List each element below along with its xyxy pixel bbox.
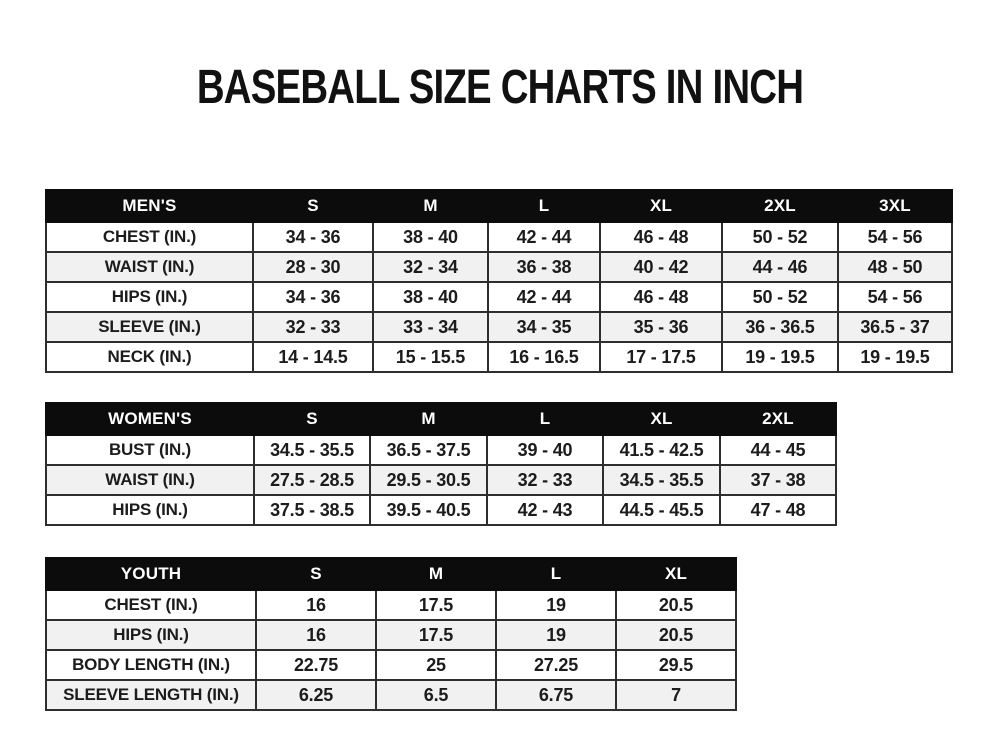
size-value-cell: 15 - 15.5 [373, 342, 488, 372]
table-row [46, 342, 952, 372]
row-label-cell: CHEST (IN.) [46, 222, 253, 252]
size-value-cell: 37.5 - 38.5 [254, 495, 370, 525]
table-row [46, 282, 952, 312]
size-value-cell: 6.25 [256, 680, 376, 710]
column-header-cell: M [370, 403, 487, 435]
size-value-cell: 14 - 14.5 [253, 342, 373, 372]
size-value-cell: 39 - 40 [487, 435, 603, 465]
size-value-cell: 41.5 - 42.5 [603, 435, 720, 465]
size-value-cell: 16 [256, 620, 376, 650]
size-value-cell: 16 - 16.5 [488, 342, 600, 372]
size-value-cell: 29.5 [616, 650, 736, 680]
table-row [46, 495, 836, 525]
size-value-cell: 36 - 36.5 [722, 312, 838, 342]
size-value-cell: 36.5 - 37.5 [370, 435, 487, 465]
column-header-cell: S [253, 190, 373, 222]
table-row [46, 680, 736, 710]
size-value-cell: 25 [376, 650, 496, 680]
column-header-cell: XL [616, 558, 736, 590]
size-value-cell: 38 - 40 [373, 222, 488, 252]
table-title-cell: MEN'S [46, 190, 253, 222]
size-value-cell: 19 [496, 620, 616, 650]
size-value-cell: 22.75 [256, 650, 376, 680]
row-label-cell: SLEEVE (IN.) [46, 312, 253, 342]
size-value-cell: 32 - 33 [253, 312, 373, 342]
size-value-cell: 44 - 46 [722, 252, 838, 282]
column-header-cell: XL [600, 190, 722, 222]
column-header-cell: L [487, 403, 603, 435]
table-row [46, 620, 736, 650]
size-value-cell: 17.5 [376, 590, 496, 620]
row-label-cell: BODY LENGTH (IN.) [46, 650, 256, 680]
row-label-cell: HIPS (IN.) [46, 282, 253, 312]
column-header-cell: M [373, 190, 488, 222]
size-value-cell: 32 - 34 [373, 252, 488, 282]
row-label-cell: BUST (IN.) [46, 435, 254, 465]
size-value-cell: 38 - 40 [373, 282, 488, 312]
size-value-cell: 17.5 [376, 620, 496, 650]
size-value-cell: 42 - 44 [488, 282, 600, 312]
row-label-cell: HIPS (IN.) [46, 620, 256, 650]
table-row [46, 222, 952, 252]
size-value-cell: 17 - 17.5 [600, 342, 722, 372]
mens-size-table [45, 189, 953, 373]
table-row [46, 312, 952, 342]
row-label-cell: NECK (IN.) [46, 342, 253, 372]
size-value-cell: 16 [256, 590, 376, 620]
column-header-cell: 3XL [838, 190, 952, 222]
size-value-cell: 37 - 38 [720, 465, 836, 495]
size-value-cell: 20.5 [616, 620, 736, 650]
header-row [46, 190, 952, 222]
size-value-cell: 44 - 45 [720, 435, 836, 465]
table-row [46, 435, 836, 465]
size-value-cell: 36 - 38 [488, 252, 600, 282]
size-value-cell: 19 - 19.5 [722, 342, 838, 372]
size-value-cell: 6.75 [496, 680, 616, 710]
column-header-cell: XL [603, 403, 720, 435]
size-value-cell: 28 - 30 [253, 252, 373, 282]
size-value-cell: 33 - 34 [373, 312, 488, 342]
column-header-cell: L [496, 558, 616, 590]
column-header-cell: S [254, 403, 370, 435]
size-value-cell: 54 - 56 [838, 222, 952, 252]
row-label-cell: CHEST (IN.) [46, 590, 256, 620]
size-value-cell: 20.5 [616, 590, 736, 620]
size-value-cell: 19 - 19.5 [838, 342, 952, 372]
tables-section [0, 189, 1000, 711]
size-value-cell: 34 - 36 [253, 222, 373, 252]
size-value-cell: 39.5 - 40.5 [370, 495, 487, 525]
table-row [46, 465, 836, 495]
size-value-cell: 35 - 36 [600, 312, 722, 342]
size-value-cell: 6.5 [376, 680, 496, 710]
column-header-cell: 2XL [722, 190, 838, 222]
size-value-cell: 48 - 50 [838, 252, 952, 282]
table-title-cell: WOMEN'S [46, 403, 254, 435]
page-title: BASEBALL SIZE CHARTS IN INCH [196, 61, 804, 114]
column-header-cell: L [488, 190, 600, 222]
size-value-cell: 34 - 36 [253, 282, 373, 312]
size-value-cell: 36.5 - 37 [838, 312, 952, 342]
column-header-cell: M [376, 558, 496, 590]
header-row [46, 403, 836, 435]
size-value-cell: 7 [616, 680, 736, 710]
size-value-cell: 50 - 52 [722, 282, 838, 312]
size-value-cell: 50 - 52 [722, 222, 838, 252]
size-value-cell: 40 - 42 [600, 252, 722, 282]
header-row [46, 558, 736, 590]
table-row [46, 650, 736, 680]
size-value-cell: 34.5 - 35.5 [254, 435, 370, 465]
table-row [46, 252, 952, 282]
size-value-cell: 42 - 43 [487, 495, 603, 525]
youth-size-table [45, 557, 737, 711]
size-value-cell: 29.5 - 30.5 [370, 465, 487, 495]
size-value-cell: 44.5 - 45.5 [603, 495, 720, 525]
table-title-cell: YOUTH [46, 558, 256, 590]
table-row [46, 590, 736, 620]
size-value-cell: 47 - 48 [720, 495, 836, 525]
column-header-cell: 2XL [720, 403, 836, 435]
size-value-cell: 32 - 33 [487, 465, 603, 495]
womens-size-table [45, 402, 837, 526]
column-header-cell: S [256, 558, 376, 590]
size-value-cell: 19 [496, 590, 616, 620]
size-value-cell: 34.5 - 35.5 [603, 465, 720, 495]
size-value-cell: 27.5 - 28.5 [254, 465, 370, 495]
size-value-cell: 27.25 [496, 650, 616, 680]
size-value-cell: 46 - 48 [600, 222, 722, 252]
row-label-cell: WAIST (IN.) [46, 252, 253, 282]
size-value-cell: 54 - 56 [838, 282, 952, 312]
size-value-cell: 34 - 35 [488, 312, 600, 342]
row-label-cell: WAIST (IN.) [46, 465, 254, 495]
size-value-cell: 42 - 44 [488, 222, 600, 252]
size-value-cell: 46 - 48 [600, 282, 722, 312]
row-label-cell: SLEEVE LENGTH (IN.) [46, 680, 256, 710]
row-label-cell: HIPS (IN.) [46, 495, 254, 525]
